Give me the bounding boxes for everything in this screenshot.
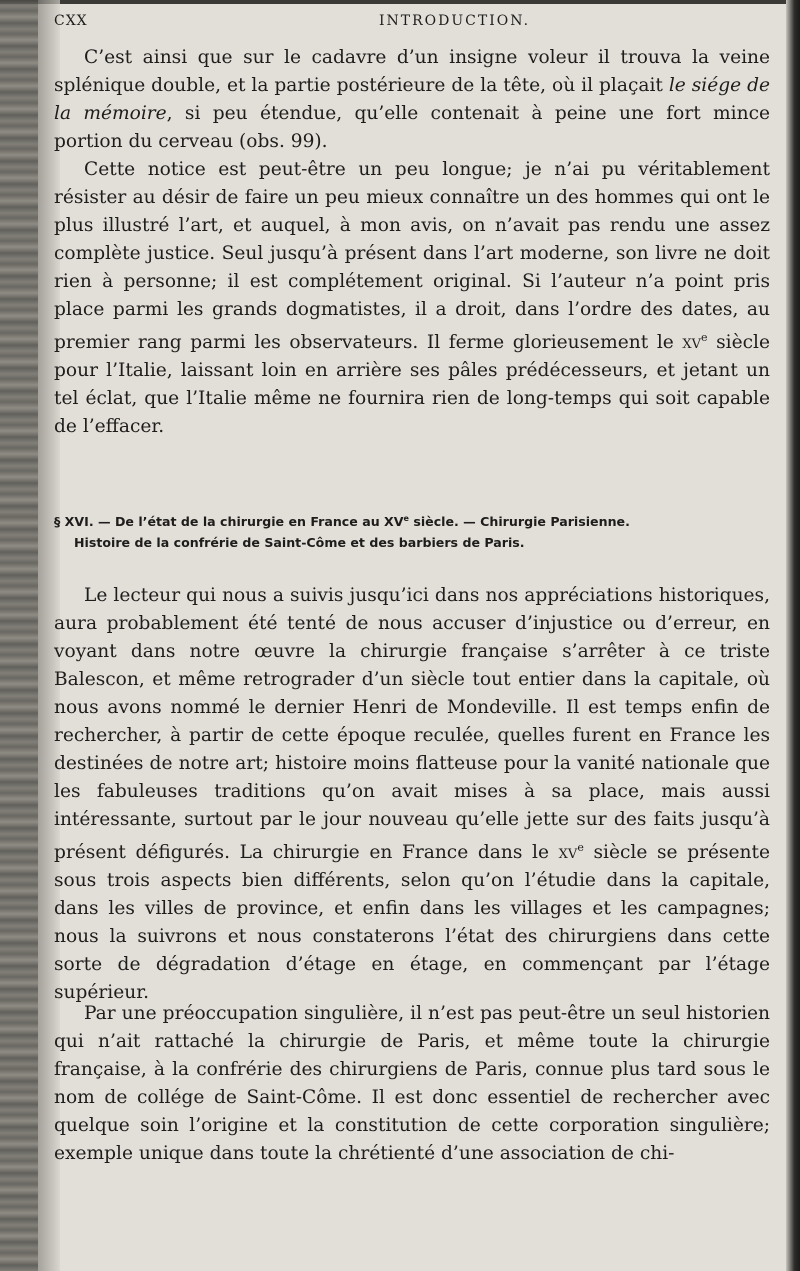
paragraph-4-text: Par une préoccupation singulière, il n’est pas peut-être un seul historien qui n’ait rattaché la chirurgie de Paris, et même toute la chirurgie française, à la confrérie des chirurgiens de Paris, connue plus tard sous le nom de collége de Saint-Côme. Il est donc essentiel de rechercher avec quelque soin l’origine et la constitution de cette corporation singulière; exemple unique dans toute la chrétienté d’une association de chi- — [54, 1003, 770, 1164]
section-heading-sup: e — [403, 514, 409, 523]
running-title: INTRODUCTION. — [379, 13, 531, 29]
paragraph-3-text-b: siècle se présente sous trois aspects bien différents, selon qu’on l’étudie dans la capitale, dans les villes de province, et enfin dans les villages et les campagnes; nous la suivrons et nous constaterons l’état des chirurgiens dans cette sorte de dégradation d’étage en étage, en commençant par l’étage supérieur. — [54, 842, 770, 1004]
paragraph-2-century-sup: e — [701, 331, 708, 344]
page-top-edge — [0, 0, 800, 4]
paragraph-1-italic: le siége de la mémoire — [54, 75, 770, 124]
paragraph-4 — [54, 1000, 770, 1168]
paragraph-2-text-b: siècle pour l’Italie, laissant loin en arrière ses pâles prédécesseurs, et jetant un tel éclat, que l’Italie même ne fournira rien de long-temps qui soit capable de l’effacer. — [54, 332, 770, 438]
page-right-edge — [786, 0, 800, 1271]
section-heading-line-1b: siècle. — Chirurgie Parisienne. — [408, 514, 630, 530]
section-heading-line-1a: § XVI. — De l’état de la chirurgie en France au XV — [54, 514, 404, 530]
paragraph-3-century-sup: e — [577, 841, 584, 854]
binding-shadow — [0, 0, 38, 1271]
paragraph-2-century: xv — [682, 332, 702, 354]
paragraph-3-text-a: Le lecteur qui nous a suivis jusqu’ici dans nos appréciations historiques, aura probablement été tenté de nous accuser d’injustice ou d’erreur, en voyant dans notre œuvre la chirurgie française s’arrêter à ce triste Balescon, et même retrograder d’un siècle tout entier dans la capitale, où nous avons nommé le dernier Henri de Mondeville. Il est temps enfin de rechercher, à partir de cette époque reculée, quelles furent en France les destinées de notre art; histoire moins flatteuse pour la vanité nationale que les fabuleuses traditions qu’on avait mises à sa place, mais aussi intéressante, surtout par le jour nouveau qu’elle jette sur des faits jusqu’à présent défigurés. La chirurgie en France dans le — [54, 585, 770, 864]
running-head — [54, 13, 774, 33]
section-heading — [54, 508, 770, 553]
paragraph-3-century: xv — [558, 842, 578, 864]
paragraph-2-text-a: Cette notice est peut-être un peu longue; je n’ai pu véritablement résister au désir de faire un peu mieux connaître un des hommes qui ont le plus illustré l’art, et auquel, à mon avis, on n’avait pas rendu une assez complète justice. Seul jusqu’à présent dans l’art moderne, son livre ne doit rien à personne; il est complétement original. Si l’auteur n’a point pris place parmi les grands dogmatistes, il a droit, dans l’ordre des dates, au premier rang parmi les observateurs. Il ferme glorieusement le — [54, 159, 770, 354]
paragraph-3 — [54, 582, 770, 1007]
paragraph-1 — [54, 44, 770, 156]
paragraph-2 — [54, 156, 770, 441]
paragraph-1-text-a: C’est ainsi que sur le cadavre d’un insigne voleur il trouva la veine splénique double, et la partie postérieure de la tête, où il plaçait — [54, 47, 770, 96]
paragraph-1-text-b: , si peu étendue, qu’elle contenait à peine une fort mince portion du cerveau (obs. 99). — [54, 103, 770, 152]
page-number: CXX — [54, 13, 88, 29]
section-heading-line-2: Histoire de la confrérie de Saint-Côme et des barbiers de Paris. — [74, 535, 525, 551]
